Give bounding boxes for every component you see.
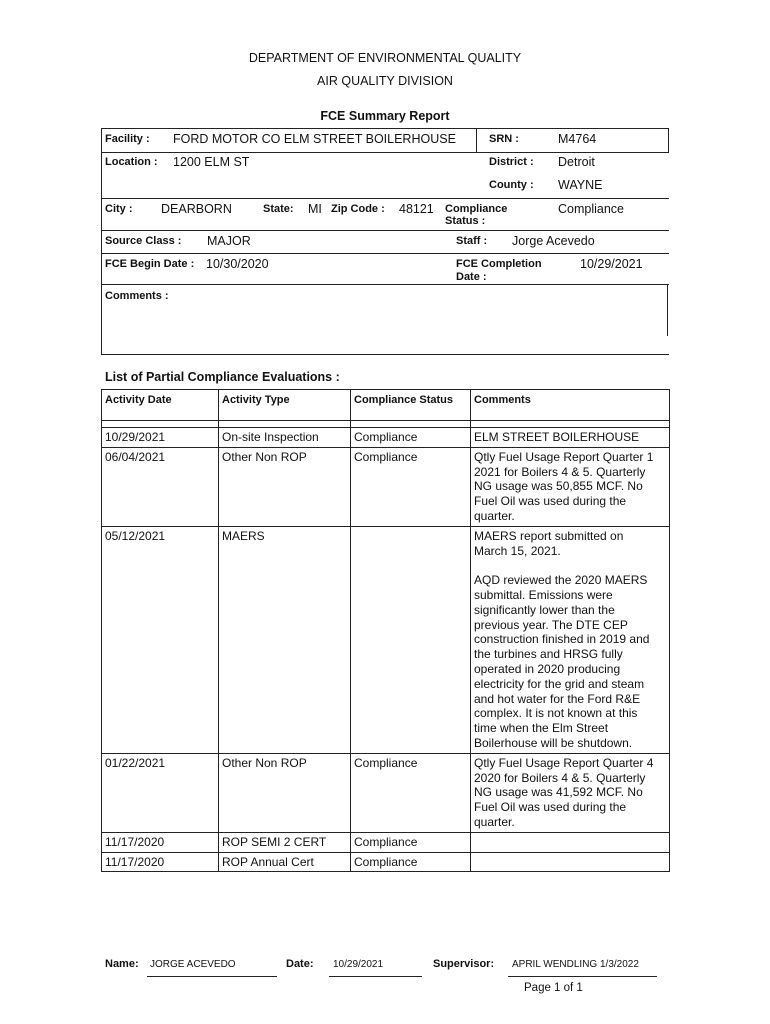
activity-type-cell: ROP SEMI 2 CERT bbox=[219, 832, 351, 852]
date-label: Date: bbox=[286, 958, 314, 970]
compliance-status-value: Compliance bbox=[558, 202, 625, 216]
srn-value: M4764 bbox=[558, 132, 597, 146]
comments-cell bbox=[471, 852, 670, 872]
supervisor-signature-line bbox=[508, 976, 657, 977]
county-value: WAYNE bbox=[558, 178, 603, 192]
name-value: JORGE ACEVEDO bbox=[150, 959, 236, 970]
activity-date-cell: 10/29/2021 bbox=[102, 428, 219, 448]
fce-completion-value: 10/29/2021 bbox=[580, 257, 643, 271]
city-value: DEARBORN bbox=[161, 202, 232, 216]
compliance-status-cell: Compliance bbox=[351, 832, 471, 852]
page-number: Page 1 of 1 bbox=[524, 982, 583, 994]
comments-cell: ELM STREET BOILERHOUSE bbox=[471, 428, 670, 448]
staff-label: Staff : bbox=[456, 235, 488, 247]
facility-value: FORD MOTOR CO ELM STREET BOILERHOUSE bbox=[173, 132, 456, 146]
column-header-activity-date: Activity Date bbox=[102, 390, 219, 421]
division-title: AIR QUALITY DIVISION bbox=[317, 74, 453, 88]
city-label: City : bbox=[105, 203, 133, 215]
location-label: Location : bbox=[105, 156, 158, 168]
supervisor-label: Supervisor: bbox=[433, 958, 495, 970]
staff-value: Jorge Acevedo bbox=[512, 234, 595, 248]
activity-date-cell: 11/17/2020 bbox=[102, 852, 219, 872]
source-class-label: Source Class : bbox=[105, 235, 182, 247]
report-title: FCE Summary Report bbox=[320, 109, 450, 123]
column-header-comments: Comments bbox=[471, 390, 670, 421]
activity-date-cell: 01/22/2021 bbox=[102, 753, 219, 832]
activity-type-cell: Other Non ROP bbox=[219, 447, 351, 526]
compliance-status-cell: Compliance bbox=[351, 852, 471, 872]
table-row bbox=[102, 832, 670, 852]
department-title: DEPARTMENT OF ENVIRONMENTAL QUALITY bbox=[248, 51, 522, 65]
column-header-activity-type: Activity Type bbox=[219, 390, 351, 421]
state-label: State: bbox=[263, 203, 294, 215]
compliance-status-label-line2: Status : bbox=[445, 215, 486, 227]
location-value: 1200 ELM ST bbox=[173, 155, 250, 169]
comments-cell bbox=[471, 832, 670, 852]
pce-list-title: List of Partial Compliance Evaluations : bbox=[105, 370, 340, 384]
compliance-status-cell: Compliance bbox=[351, 447, 471, 526]
activity-type-cell: On-site Inspection bbox=[219, 428, 351, 448]
table-row bbox=[102, 428, 670, 448]
comments-cell: Qtly Fuel Usage Report Quarter 1 2021 for Boilers 4 & 5. Quarterly NG usage was 50,855 MCF. No Fuel Oil was used during the quarter. bbox=[471, 447, 670, 526]
column-header-compliance-status: Compliance Status bbox=[351, 390, 471, 421]
name-label: Name: bbox=[105, 958, 139, 970]
comments-cell: Qtly Fuel Usage Report Quarter 4 2020 for Boilers 4 & 5. Quarterly NG usage was 41,592 MCF. No Fuel Oil was used during the quarter. bbox=[471, 753, 670, 832]
zip-label: Zip Code : bbox=[331, 203, 385, 215]
compliance-status-label-line1: Compliance bbox=[445, 203, 508, 215]
table-row bbox=[102, 526, 670, 753]
name-signature-line bbox=[147, 976, 277, 977]
date-value: 10/29/2021 bbox=[333, 959, 384, 970]
date-signature-line bbox=[329, 976, 422, 977]
activity-type-cell: MAERS bbox=[219, 526, 351, 753]
srn-label: SRN : bbox=[489, 133, 519, 145]
zip-value: 48121 bbox=[399, 202, 434, 216]
county-label: County : bbox=[489, 179, 534, 191]
pce-header-row bbox=[102, 390, 670, 421]
activity-date-cell: 06/04/2021 bbox=[102, 447, 219, 526]
table-row bbox=[102, 753, 670, 832]
comments-cell: MAERS report submitted on March 15, 2021. AQD reviewed the 2020 MAERS submittal. Emissions were significantly lower than the previous year. The DTE CEP construction finished in 2019 and the turbines and HRSG fully operated in 2020 producing electricity for the grid and steam and hot water for the Ford R&E complex. It is not known at this time when the Elm Street Boilerhouse will be shutdown. bbox=[471, 526, 670, 753]
fce-begin-label: FCE Begin Date : bbox=[105, 258, 195, 270]
fce-completion-label-line2: Date : bbox=[456, 271, 487, 283]
fce-begin-value: 10/30/2020 bbox=[206, 257, 269, 271]
district-label: District : bbox=[489, 156, 534, 168]
fce-completion-label-line1: FCE Completion bbox=[456, 258, 542, 270]
activity-type-cell: Other Non ROP bbox=[219, 753, 351, 832]
pce-table bbox=[101, 389, 670, 872]
table-row bbox=[102, 447, 670, 526]
compliance-status-cell: Compliance bbox=[351, 753, 471, 832]
state-value: MI bbox=[308, 202, 322, 216]
compliance-status-cell: Compliance bbox=[351, 428, 471, 448]
supervisor-value: APRIL WENDLING 1/3/2022 bbox=[512, 959, 639, 970]
source-class-value: MAJOR bbox=[207, 234, 251, 248]
activity-date-cell: 05/12/2021 bbox=[102, 526, 219, 753]
activity-type-cell: ROP Annual Cert bbox=[219, 852, 351, 872]
facility-label: Facility : bbox=[105, 133, 150, 145]
district-value: Detroit bbox=[558, 155, 595, 169]
compliance-status-cell bbox=[351, 526, 471, 753]
activity-date-cell: 11/17/2020 bbox=[102, 832, 219, 852]
table-row bbox=[102, 852, 670, 872]
comments-label: Comments : bbox=[105, 290, 169, 302]
